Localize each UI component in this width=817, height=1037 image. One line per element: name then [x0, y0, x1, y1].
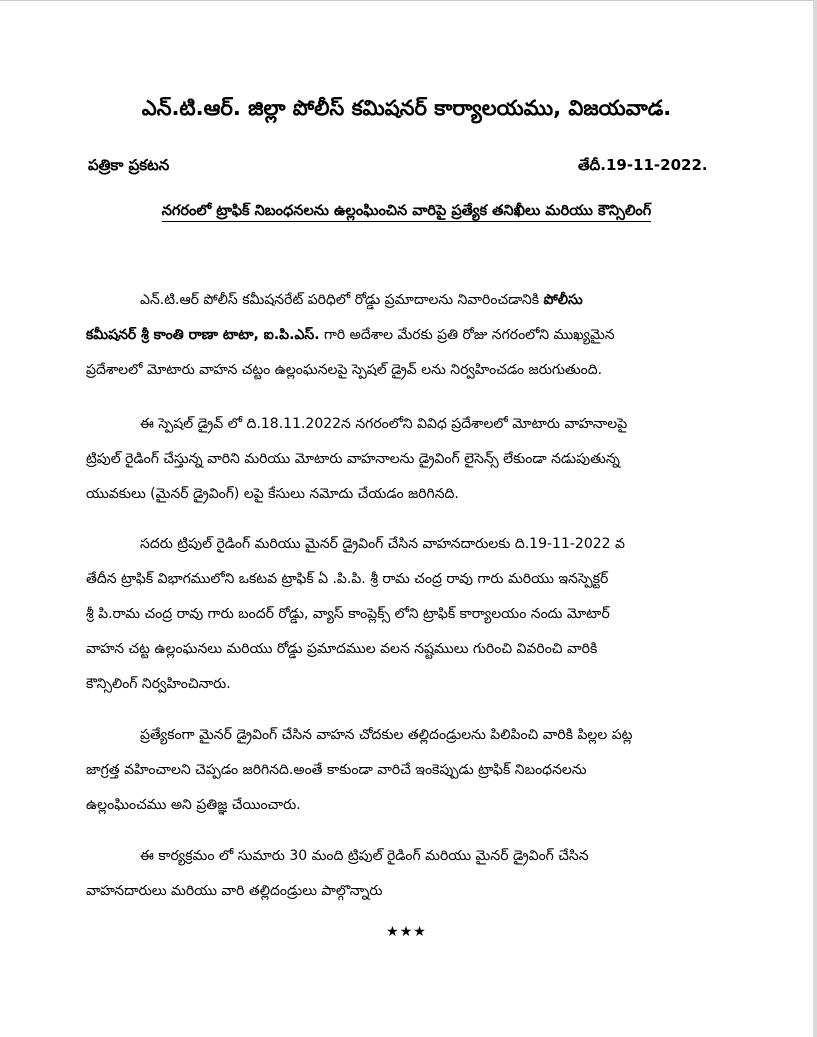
subject-heading [0, 203, 813, 223]
subject-text: నగరంలో ట్రాఫిక్ నిబంధనలను ఉల్లంఘించిన వారిపై ప్రత్యేక తనిఖీలు మరియు కౌన్సిలింగ్ [162, 203, 652, 222]
paragraph-2-line-2: ట్రిపుల్ రైడింగ్ చేస్తున్న వారిని మరియు మోటారు వాహనాలను డ్రైవింగ్ లైసెన్స్ లేకుండా నడుపుతున్న [86, 451, 620, 467]
paragraph-4-line-1: ప్రత్యేకంగా మైనర్ డ్రైవింగ్ చేసిన వాహన చోదకుల తల్లిదండ్రులను పిలిపించి వారికి పిల్లల పట్ల [140, 727, 633, 743]
paragraph-3-line-2: తేదీన ట్రాఫిక్ విభాగములోని ఒకటవ ట్రాఫిక్ ఏ .పి.పి. శ్రీ రామ చంద్ర రావు గారు మరియు ఇనస్పెక్టర్ [86, 571, 609, 587]
paragraph-5-line-2: వాహనదారులు మరియు వారి తల్లిదండ్రులు పాల్గొన్నారు [86, 883, 383, 899]
paragraph-2-line-1: ఈ స్పెషల్ డ్రైవ్ లో ది.18.11.2022న నగరంలోని వివిధ ప్రదేశాలలో మోటారు వాహనాలపై [140, 416, 628, 432]
paragraph-3-line-4: వాహన చట్ట ఉల్లంఘనలు మరియు రోడ్డు ప్రమాదముల వలన నష్టములు గురించి వివరించి వారికి [86, 641, 598, 657]
paragraph-1-line-1-text: ఎన్.టి.ఆర్ పోలీస్ కమీషనరేట్ పరిధిలో రోడ్డు ప్రమాదాలను నివారించడానికి [140, 292, 544, 308]
paragraph-4-line-2: జాగ్రత్త వహించాలని చెప్పడం జరిగినది.అంతే కాకుండా వారిచే ఇంకెప్పుడు ట్రాఫిక్ నిబంధనలను [86, 762, 587, 778]
paragraph-3-line-1: సదరు ట్రిపుల్ రైడింగ్ మరియు మైనర్ డ్రైవింగ్ చేసిన వాహనదారులకు ది.19-11-2022 వ [140, 536, 625, 552]
release-date: తేదీ.19-11-2022. [578, 156, 708, 174]
viewer-scrollbar-edge [813, 0, 817, 1037]
closing-stars: ★★★ [386, 924, 427, 940]
paragraph-2-line-3: యువకులు (మైనర్ డ్రైవింగ్) లపై కేసులు నమోదు చేయడం జరిగినది. [86, 486, 459, 502]
paragraph-4 [86, 718, 713, 823]
paragraph-1-line-1 [86, 283, 713, 318]
paragraph-3-line-5: కౌన్సిలింగ్ నిర్వహించినారు. [86, 676, 231, 692]
paragraph-2 [86, 407, 713, 512]
paragraph-5 [86, 839, 713, 909]
paragraph-1-bold-1: పోలీసు [543, 292, 583, 308]
document-type: పత్రికా ప్రకటన [88, 156, 170, 174]
paragraph-3-line-3: శ్రీ పి.రామ చంద్ర రావు గారు బందర్ రోడ్డు, వ్యాస్ కాంప్లెక్స్ లోని ట్రాఫిక్ కార్యాలయం నందు మోటార్ [86, 606, 610, 622]
paragraph-1-line-2 [86, 318, 713, 353]
paragraph-1-line-2-text: గారి అదేశాల మేరకు ప్రతి రోజు నగరంలోని ముఖ్యమైన [319, 327, 615, 343]
paragraph-3 [86, 527, 713, 702]
paragraph-5-line-1: ఈ కార్యక్రమం లో సుమారు 30 మంది ట్రిపుల్ రైడింగ్ మరియు మైనర్ డ్రైవింగ్ చేసిన [140, 848, 589, 864]
paragraph-1 [86, 283, 713, 388]
office-title: ఎన్.టి.ఆర్. జిల్లా పోలీస్ కమిషనర్ కార్యాలయము, విజయవాడ. [141, 96, 672, 120]
paragraph-4-line-3: ఉల్లంఘించము అని ప్రతిజ్ఞ చేయించారు. [86, 797, 301, 813]
paragraph-1-line-3: ప్రదేశాలలో మోటారు వాహన చట్టం ఉల్లంఘనలపై స్పెషల్ డ్రైవ్ లను నిర్వహించడం జరుగుతుంది. [86, 362, 603, 378]
paragraph-1-bold-2: కమీషనర్ శ్రీ కాంతి రాణా టాటా, ఐ.పి.ఎస్. [86, 327, 320, 343]
